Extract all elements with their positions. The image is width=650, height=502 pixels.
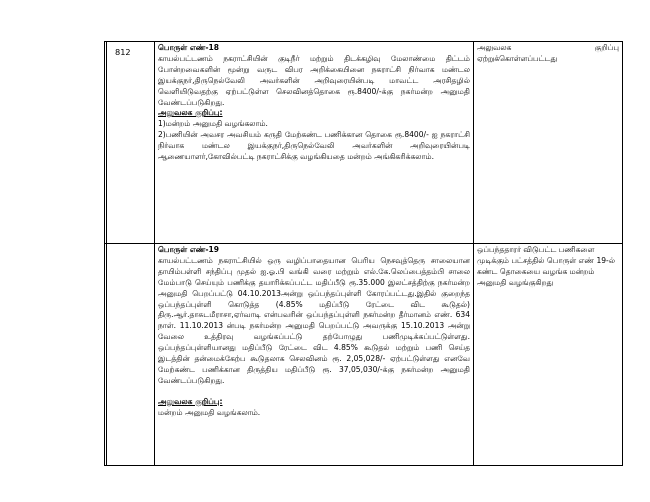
decision-cell (474, 244, 623, 466)
office-note-heading: அலுவலக குறிப்பு: (158, 396, 223, 406)
decision-text: ஏற்றுக்கொள்ளப்பட்டது (477, 53, 558, 63)
decision-word-left: அலுவலக (477, 43, 512, 52)
subject-heading: பொருள் எண்-19 (158, 245, 219, 254)
subject-cell (155, 244, 474, 466)
resolution-number (107, 244, 155, 466)
office-note-heading: அலுவலக குறிப்பு: (158, 108, 223, 118)
office-note-item: 1)மன்றம் அனுமதி வழங்கலாம். (158, 119, 268, 129)
subject-body: காயல்பட்டணம் நகராட்சியின் குடிநீர் மற்றும் திடக்கழிவு மேலாண்மை திட்டம் போன்றவைகளின் மூன்று வருட விபர அறிக்கையினை நகராட்சி நிர்வாக மண்டல இயக்குநர்,திருநெல்வேலி அவர்களின் அறிவுரையின்படி மாவட்ட அரசிதழில் வெளியிடுவதற்கு ஏற்பட்டுள்ள செலவினத்தொகை ரூ.8400/-க்கு நகர்மன்ற அனுமதி வேண்டப்படுகிறது. (158, 53, 470, 107)
council-minutes-table (104, 41, 623, 466)
decision-cell (474, 42, 623, 244)
subject-cell (155, 42, 474, 244)
subject-heading: பொருள் எண்-18 (158, 43, 219, 52)
table-row (105, 42, 623, 244)
decision-text: ஒப்பந்ததாரர் விடுபட்ட பணிகளை முடிக்கும் பட்சத்தில் பொருள் எண் 19-ல் கண்ட தொகையை வழங்க மன்றம் அனுமதி வழங்குகிறது (477, 245, 616, 287)
office-note-item: 2)பணியின் அவசர அவசியம் கருதி மேற்கண்ட பணிக்கான தொகை ரூ.8400/- ஐ நகராட்சி நிர்வாக மண்டல இயக்குநர்,திருநெல்வேலி அவர்களின் அறிவுரையின்படி ஆணையாளர்,கோவில்பட்டி நகராட்சிக்கு வழங்கியதை மன்றம் அங்கிகரிக்கலாம். (158, 130, 470, 162)
table-row (105, 244, 623, 466)
decision-word-right: குறிப்பு (594, 43, 619, 52)
spacer (158, 387, 470, 397)
decision-first-line (477, 43, 619, 54)
subject-body: காயல்பட்டணம் நகராட்சியில் ஒரு வழிப்பாதையான பெரிய நெசவுத்தெரு சாலையான தாயிம்பள்ளி சந்திப்பு முதல் ஐ.ஓ.பி வங்கி வரை மற்றும் எல்.கே.லெப்பைத்தம்பி சாலை மேம்பாடு செய்யும் பணிக்கு தயாரிக்கப்பட்ட மதிப்பீடு ரூ.35.000 இலட்சத்திற்கு நகர்மன்ற அனுமதி பெறப்பட்டு 04.10.2013அன்று ஒப்பந்தப்புள்ளி கோரப்பட்டது.இதில் குறைந்த ஒப்பந்தப்புள்ளி கொடுத்த (4.85% மதிப்பீடு ரேட்டை விட கூடுதல்) திரு.ஆர்.தாசுடமீராசா,ஏர்வாடி என்பவரின் ஒப்பந்தப்புள்ளி நகர்மன்ற தீர்மானம் எண். 634 நாள். 11.10.2013 ன்படி நகர்மன்ற அனுமதி பெறப்பட்டு அவருக்கு 15.10.2013 அன்று வேலை உத்திரவு வழங்கப்பட்டு தற்போழுது பணிமுடிக்கப்பட்டுள்ளது. ஒப்பந்தப்புள்ளியானது மதிப்பீடு ரேட்டை விட 4.85% கூடுதல் மற்றும் பணி செய்த இடத்தின் தன்மைக்கேற்ப கூடுதலாக செலவினம் ரூ. 2,05,028/- ஏற்பட்டுள்ளது எனவே மேற்கண்ட பணிக்கான திருத்திய மதிப்பீடு ரூ. 37,05,030/-க்கு நகர்மன்ற அனுமதி வேண்டப்படுகிறது. (158, 255, 470, 385)
resolution-number: 812 (107, 42, 155, 244)
office-note-item: மன்றம் அனுமதி வழங்கலாம். (158, 407, 261, 417)
